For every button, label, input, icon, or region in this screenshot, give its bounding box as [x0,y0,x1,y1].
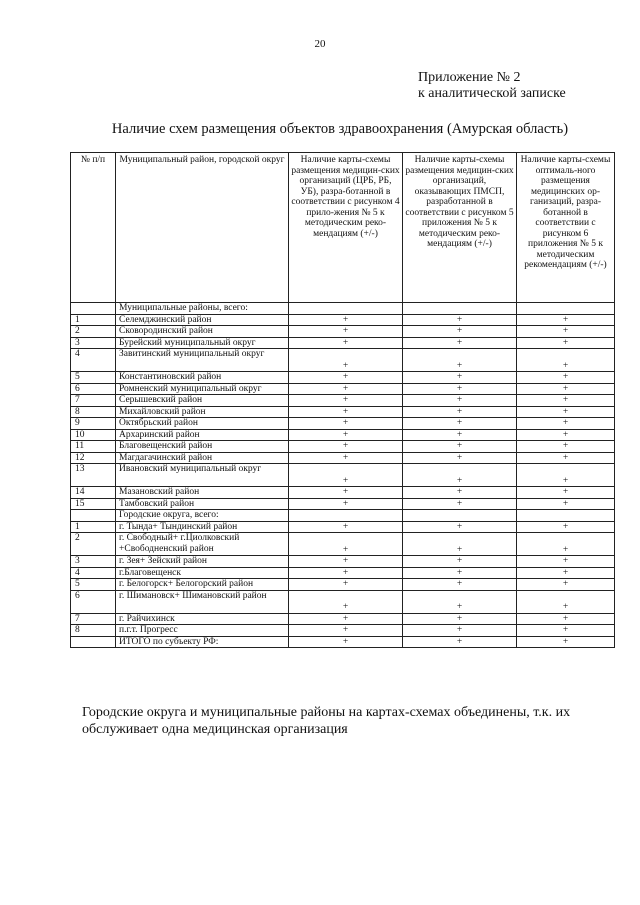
table-row [71,498,615,510]
row-mark-crb: + [289,567,403,579]
row-district-name: Архаринский район [116,429,289,441]
table-row [71,395,615,407]
row-district-name: п.г.т. Прогресс [116,625,289,637]
row-mark-pmsp: + [403,567,517,579]
row-district-name: г. Зея+ Зейский район [116,556,289,568]
row-number: 5 [71,372,116,384]
row-district-name: Ивановский муниципальный округ [116,464,289,487]
row-number: 6 [71,383,116,395]
header-district: Муниципальный район, городской округ [116,153,289,303]
row-mark-crb: + [289,383,403,395]
row-mark-optimal: + [517,395,615,407]
row-district-name: Ромненский муниципальный округ [116,383,289,395]
row-mark-optimal: + [517,337,615,349]
appendix-line-1: Приложение № 2 [418,70,521,85]
table-row [71,567,615,579]
row-mark-crb: + [289,452,403,464]
row-mark-pmsp: + [403,636,517,648]
row-district-name: Октябрьский район [116,418,289,430]
row-number: 4 [71,349,116,372]
row-mark-crb: + [289,395,403,407]
row-mark-crb: + [289,372,403,384]
row-mark-crb: + [289,406,403,418]
row-mark-pmsp: + [403,556,517,568]
row-mark-optimal: + [517,464,615,487]
row-number: 8 [71,406,116,418]
row-number: 9 [71,418,116,430]
row-mark-crb: + [289,556,403,568]
row-number: 2 [71,533,116,556]
table-row [71,326,615,338]
row-district-name: г.Благовещенск [116,567,289,579]
row-mark-crb: + [289,625,403,637]
appendix-label [418,70,566,102]
row-mark-crb: + [289,349,403,372]
row-mark-pmsp: + [403,429,517,441]
row-district-name: ИТОГО по субъекту РФ: [116,636,289,648]
row-mark-pmsp: + [403,625,517,637]
table-body [71,303,615,648]
row-mark-optimal: + [517,556,615,568]
row-mark-crb: + [289,590,403,613]
row-mark-pmsp: + [403,337,517,349]
table-row [71,590,615,613]
row-mark-pmsp: + [403,487,517,499]
header-map-crb: Наличие карты-схемы размещения медицин-ских организаций (ЦРБ, РБ, УБ), разра-ботанной в соответствии с рисунком 4 прило-жения № 5 к методическим реко-мендациям (+/-) [289,153,403,303]
row-mark-optimal: + [517,487,615,499]
row-number: 6 [71,590,116,613]
row-mark-crb: + [289,429,403,441]
table-row [71,418,615,430]
row-number: 10 [71,429,116,441]
row-district-name: Мазановский район [116,487,289,499]
table-row [71,349,615,372]
row-mark-optimal: + [517,372,615,384]
row-mark-optimal: + [517,349,615,372]
table-row [71,533,615,556]
row-number: 11 [71,441,116,453]
row-district-name: Михайловский район [116,406,289,418]
row-mark-pmsp: + [403,533,517,556]
row-mark-crb: + [289,337,403,349]
row-district-name: Городские округа, всего: [116,510,289,522]
row-district-name: г. Тында+ Тындинский район [116,521,289,533]
appendix-line-2: к аналитической записке [418,86,566,101]
row-mark-optimal: + [517,452,615,464]
row-number: 7 [71,613,116,625]
row-number: 1 [71,314,116,326]
row-mark-optimal: + [517,418,615,430]
row-district-name: г. Белогорск+ Белогорский район [116,579,289,591]
row-mark-optimal: + [517,406,615,418]
row-mark-crb: + [289,636,403,648]
row-number: 13 [71,464,116,487]
row-district-name: г. Райчихинск [116,613,289,625]
row-mark-pmsp: + [403,406,517,418]
header-map-pmsp: Наличие карты-схемы размещения медицин-ских организаций, оказывающих ПМСП, разработанной в соответствии с рисунком 5 приложения № 5 к методическим реко-мендациям (+/-) [403,153,517,303]
row-district-name: Бурейский муниципальный округ [116,337,289,349]
row-number: 8 [71,625,116,637]
table-row [71,429,615,441]
row-mark-pmsp: + [403,498,517,510]
row-district-name: Селемджинский район [116,314,289,326]
row-district-name: Серышевский район [116,395,289,407]
row-mark-optimal [517,510,615,522]
row-number [71,303,116,315]
row-mark-pmsp [403,303,517,315]
row-mark-pmsp: + [403,441,517,453]
row-number: 12 [71,452,116,464]
table-row [71,337,615,349]
page-number: 20 [314,38,326,50]
row-mark-optimal: + [517,533,615,556]
row-number: 2 [71,326,116,338]
row-number: 15 [71,498,116,510]
row-mark-pmsp: + [403,464,517,487]
row-mark-pmsp: + [403,521,517,533]
row-mark-pmsp: + [403,349,517,372]
row-district-name: Тамбовский район [116,498,289,510]
row-number: 14 [71,487,116,499]
table-row [71,636,615,648]
row-mark-pmsp: + [403,613,517,625]
row-mark-optimal: + [517,326,615,338]
row-mark-optimal [517,303,615,315]
row-district-name: Сковородинский район [116,326,289,338]
health-facility-schemes-table [70,152,615,648]
row-mark-optimal: + [517,383,615,395]
row-mark-optimal: + [517,579,615,591]
table-header-row [71,153,615,303]
row-mark-pmsp: + [403,452,517,464]
table-row [71,441,615,453]
table-row [71,383,615,395]
row-mark-crb: + [289,326,403,338]
row-number [71,636,116,648]
row-mark-crb: + [289,314,403,326]
table-row [71,314,615,326]
row-mark-crb [289,510,403,522]
table-row [71,303,615,315]
row-mark-pmsp: + [403,314,517,326]
row-number: 1 [71,521,116,533]
row-number [71,510,116,522]
row-mark-crb: + [289,418,403,430]
row-mark-crb: + [289,533,403,556]
table-row [71,579,615,591]
row-mark-pmsp: + [403,372,517,384]
row-number: 7 [71,395,116,407]
row-number: 3 [71,337,116,349]
row-mark-optimal: + [517,636,615,648]
row-mark-pmsp: + [403,579,517,591]
row-number: 3 [71,556,116,568]
row-mark-optimal: + [517,498,615,510]
row-mark-crb [289,303,403,315]
row-mark-crb: + [289,441,403,453]
table-row [71,510,615,522]
row-mark-optimal: + [517,429,615,441]
row-mark-optimal: + [517,441,615,453]
row-district-name: Константиновский район [116,372,289,384]
row-mark-crb: + [289,579,403,591]
document-title: Наличие схем размещения объектов здравоохранения (Амурская область) [111,121,569,137]
table-row [71,452,615,464]
row-mark-optimal: + [517,521,615,533]
table-row [71,464,615,487]
row-mark-crb: + [289,464,403,487]
row-number: 5 [71,579,116,591]
table-row [71,406,615,418]
table-row [71,372,615,384]
row-mark-optimal: + [517,625,615,637]
header-map-optimal: Наличие карты-схемы оптималь-ного размещения медицинских ор-ганизаций, разра-ботанной в соответствии с рисунком 6 приложения № 5 к методическим рекомендациям (+/-) [517,153,615,303]
row-mark-optimal: + [517,613,615,625]
row-district-name: Муниципальные районы, всего: [116,303,289,315]
row-district-name: Благовещенский район [116,441,289,453]
table-row [71,521,615,533]
table-row [71,487,615,499]
row-mark-pmsp: + [403,383,517,395]
footnote: Городские округа и муниципальные районы на картах-схемах объединены, т.к. их обслуживает одна медицинская организация [82,705,571,737]
table-row [71,625,615,637]
row-mark-pmsp: + [403,418,517,430]
table-row [71,613,615,625]
row-mark-pmsp [403,510,517,522]
row-district-name: г. Шимановск+ Шимановский район [116,590,289,613]
row-mark-pmsp: + [403,326,517,338]
row-mark-crb: + [289,521,403,533]
row-mark-pmsp: + [403,590,517,613]
row-mark-crb: + [289,487,403,499]
row-district-name: Магдагачинский район [116,452,289,464]
row-mark-optimal: + [517,590,615,613]
header-number: № п/п [71,153,116,303]
row-mark-pmsp: + [403,395,517,407]
row-mark-crb: + [289,498,403,510]
row-number: 4 [71,567,116,579]
row-mark-crb: + [289,613,403,625]
table-row [71,556,615,568]
row-mark-optimal: + [517,567,615,579]
row-district-name: г. Свободный+ г.Циолковский +Свободненский район [116,533,289,556]
row-district-name: Завитинский муниципальный округ [116,349,289,372]
row-mark-optimal: + [517,314,615,326]
